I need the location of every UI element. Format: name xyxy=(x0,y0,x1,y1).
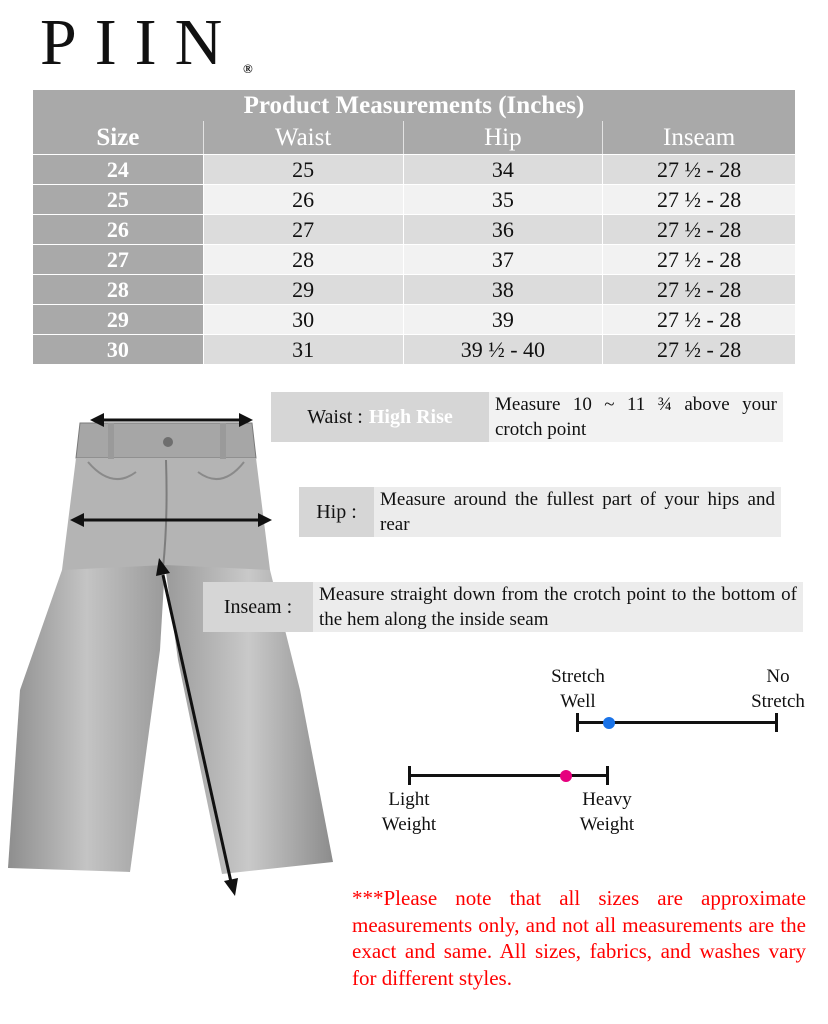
waist-description: Measure 10 ~ 11 ¾ above your crotch point xyxy=(489,392,783,442)
size-cell: 24 xyxy=(33,154,203,184)
hip-cell: 34 xyxy=(403,154,603,184)
inseam-cell: 27 ½ - 28 xyxy=(602,244,795,274)
inseam-label: Inseam : xyxy=(203,582,313,632)
size-cell: 25 xyxy=(33,184,203,214)
waist-label: Waist : xyxy=(307,405,363,428)
header-waist: Waist xyxy=(203,121,403,154)
stretch-level-dot xyxy=(603,717,615,729)
size-cell: 28 xyxy=(33,274,203,304)
no-stretch-label: No Stretch xyxy=(751,666,805,712)
waist-cell: 25 xyxy=(203,154,403,184)
inseam-cell: 27 ½ - 28 xyxy=(602,334,795,364)
table-title: Product Measurements (Inches) xyxy=(33,90,795,121)
jeans-illustration xyxy=(0,390,345,910)
inseam-cell: 27 ½ - 28 xyxy=(602,214,795,244)
inseam-measurement xyxy=(203,582,803,632)
waist-cell: 26 xyxy=(203,184,403,214)
hip-label: Hip : xyxy=(299,487,374,537)
table-row xyxy=(33,244,795,274)
stretch-scale-left-tick xyxy=(576,713,579,732)
hip-cell: 38 xyxy=(403,274,603,304)
header-hip: Hip xyxy=(403,121,603,154)
table-row xyxy=(33,304,795,334)
table-header-row xyxy=(33,121,795,154)
light-weight-label: Light Weight xyxy=(381,789,437,835)
size-cell: 30 xyxy=(33,334,203,364)
inseam-cell: 27 ½ - 28 xyxy=(602,304,795,334)
hip-cell: 36 xyxy=(403,214,603,244)
waist-measurement xyxy=(271,392,783,442)
waist-cell: 31 xyxy=(203,334,403,364)
inseam-cell: 27 ½ - 28 xyxy=(602,154,795,184)
table-row xyxy=(33,274,795,304)
stretch-well-label: Stretch Well xyxy=(551,666,605,712)
hip-cell: 39 xyxy=(403,304,603,334)
hip-description: Measure around the fullest part of your hips and rear xyxy=(380,489,775,535)
waist-cell: 28 xyxy=(203,244,403,274)
hip-measurement xyxy=(299,487,781,537)
weight-scale-left-tick xyxy=(408,766,411,785)
hip-cell: 37 xyxy=(403,244,603,274)
table-row xyxy=(33,184,795,214)
table-row xyxy=(33,154,795,184)
waist-cell: 30 xyxy=(203,304,403,334)
header-size: Size xyxy=(33,121,203,154)
table-row xyxy=(33,214,795,244)
weight-level-dot xyxy=(560,770,572,782)
waist-label-box xyxy=(271,392,489,442)
high-rise-label: High Rise xyxy=(368,405,453,428)
waist-cell: 29 xyxy=(203,274,403,304)
inseam-cell: 27 ½ - 28 xyxy=(602,184,795,214)
hip-cell: 35 xyxy=(403,184,603,214)
registered-mark: ® xyxy=(243,61,253,76)
size-table xyxy=(33,90,795,364)
header-inseam: Inseam xyxy=(602,121,795,154)
brand-name: PIIN xyxy=(40,6,241,79)
weight-scale-line xyxy=(409,774,608,777)
inseam-cell: 27 ½ - 28 xyxy=(602,274,795,304)
heavy-weight-label: Heavy Weight xyxy=(579,789,635,835)
inseam-description: Measure straight down from the crotch point to the bottom of the hem along the inside seam xyxy=(319,584,797,630)
size-cell: 26 xyxy=(33,214,203,244)
size-cell: 27 xyxy=(33,244,203,274)
waist-cell: 27 xyxy=(203,214,403,244)
brand-logo xyxy=(40,6,253,79)
weight-scale-right-tick xyxy=(606,766,609,785)
hip-cell: 39 ½ - 40 xyxy=(403,334,603,364)
disclaimer-note: ***Please note that all sizes are approximate measurements only, and not all measurements are the exact and same. All sizes, fabrics, and washes vary for different styles. xyxy=(352,886,806,990)
table-row xyxy=(33,334,795,364)
stretch-scale-right-tick xyxy=(775,713,778,732)
size-cell: 29 xyxy=(33,304,203,334)
